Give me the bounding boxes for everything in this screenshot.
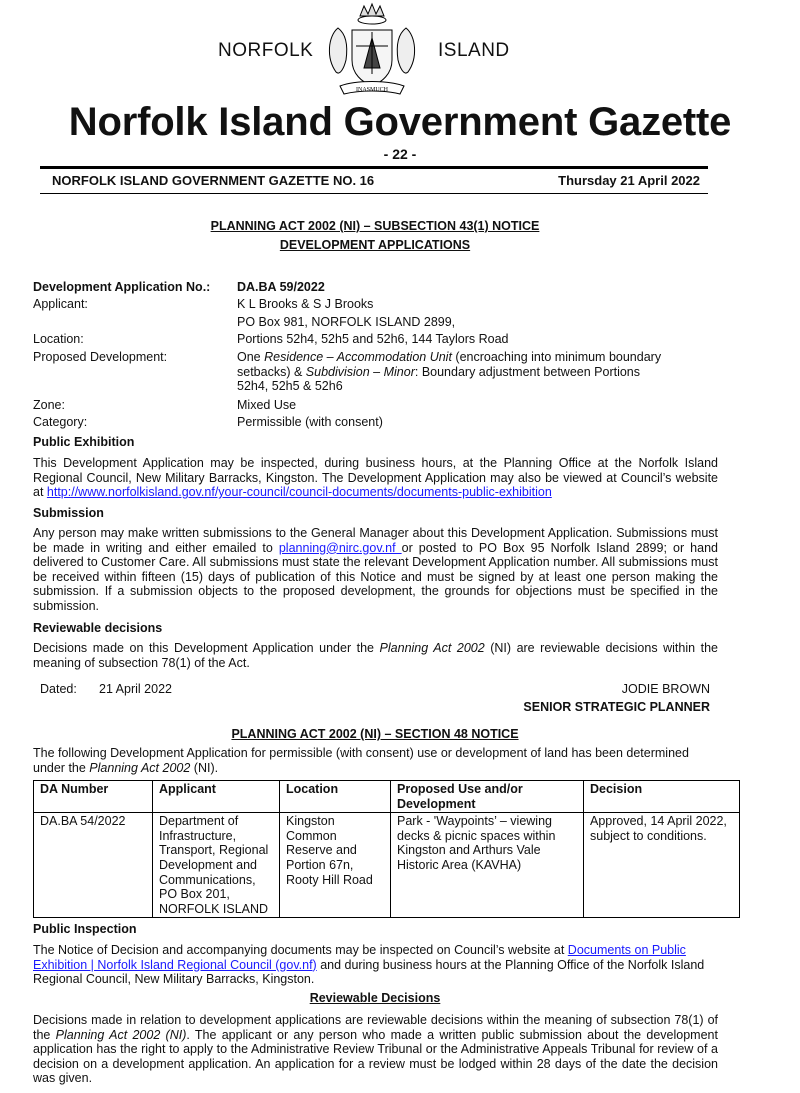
da-number-value: DA.BA 59/2022 [237,280,325,294]
col-applicant: Applicant [153,781,280,813]
col-decision: Decision [584,781,740,813]
cell-applicant: Department of Infrastructure, Transport, Regional Development and Communications, PO Box 201, NORFOLK ISLAND [153,813,280,918]
gazette-title: Norfolk Island Government Gazette [68,100,732,144]
coat-of-arms-icon [318,2,426,100]
notice2-heading: PLANNING ACT 2002 (NI) – SECTION 48 NOTICE [231,727,519,741]
proposed-value: One Residence – Accommodation Unit (encroaching into minimum boundary setbacks) & Subdivision – Minor: Boundary adjustment between Portions 52h4, 52h5 & 52h6 [237,350,662,394]
public-exhibition-link[interactable]: http://www.norfolkisland.gov.nf/your-council/council-documents/documents-public-exhibition [46,485,552,500]
table-header-row [34,781,740,813]
masthead-rule-top [40,166,708,169]
gazette-number: NORFOLK ISLAND GOVERNMENT GAZETTE NO. 16 [52,173,375,188]
gazette-info-bar [52,173,700,188]
masthead [0,2,800,100]
public-exhibition-heading: Public Exhibition [33,435,135,449]
cell-location: Kingston Common Reserve and Portion 67n, Rooty Hill Road [280,813,391,918]
location-value: Portions 52h4, 52h5 and 52h6, 144 Taylors Road [237,332,509,346]
public-exhibition-text: This Development Application may be inspected, during business hours, at the Planning Office at the Norfolk Island Regional Council, New Military Barracks, Kingston. The Development Application may also be viewed at Council’s website at http://www.norfolkisland.gov.nf/your-council/council-documents/documents-public-exhibition [33,456,718,500]
gazette-date: Thursday 21 April 2022 [558,173,700,188]
public-inspection-heading: Public Inspection [33,922,137,936]
applicant-label: Applicant: [33,297,88,311]
signatory-title: SENIOR STRATEGIC PLANNER [523,700,710,714]
dated-value: 21 April 2022 [99,682,172,696]
decision-table [33,780,740,918]
notice2-intro: The following Development Application for permissible (with consent) use or development of land has been determined under the Planning Act 2002 (NI). [33,746,689,775]
cell-decision: Approved, 14 April 2022, subject to conditions. [584,813,740,918]
applicant-line2: PO Box 981, NORFOLK ISLAND 2899, [237,315,456,329]
notice1-subheading: DEVELOPMENT APPLICATIONS [279,238,471,252]
col-da-number: DA Number [34,781,153,813]
crest-motto: INASMUCH [355,87,389,93]
dated-label: Dated: [40,682,77,696]
submission-text: Any person may make written submissions to the General Manager about this Development Application. Submissions must be made in writing and either emailed to planning@nirc.gov.nf or posted to PO Box 95 Norfolk Island 2899; or hand delivered to Customer Care. All submissions must state the relevant Development Application number. All submissions must be received within fifteen (15) days of publication of this Notice and must be signed by at least one person making the submission. If a submission objects to the proposed development, the grounds for objections must be specified in the submission. [33,526,718,613]
category-value: Permissible (with consent) [237,415,383,429]
col-proposed: Proposed Use and/or Development [391,781,584,813]
cell-da-number: DA.BA 54/2022 [34,813,153,918]
public-inspection-text: The Notice of Decision and accompanying documents may be inspected on Council’s website at Documents on Public Exhibition | Norfolk Island Regional Council (gov.nf) and during business hours at the Planning Office of the Norfolk Island Regional Council, New Military Barracks, Kingston. [33,943,705,987]
location-label: Location: [33,332,84,346]
masthead-left-word: NORFOLK [218,40,314,61]
notice1-heading: PLANNING ACT 2002 (NI) – SUBSECTION 43(1) NOTICE [210,219,540,233]
proposed-label: Proposed Development: [33,350,168,364]
col-location: Location [280,781,391,813]
da-number-label: Development Application No.: [33,280,211,294]
signatory-name: JODIE BROWN [621,682,710,696]
reviewable-heading: Reviewable decisions [33,621,163,635]
zone-value: Mixed Use [237,398,297,412]
table-row [34,813,740,918]
documents-exhibition-link[interactable]: Documents on Public Exhibition | Norfolk Island Regional Council (gov.nf) [33,943,686,972]
submission-heading: Submission [33,506,104,520]
reviewable-decisions-text: Decisions made in relation to development applications are reviewable decisions within the meaning of subsection 78(1) of the Planning Act 2002 (NI). The applicant or any person who made a written public submission about the development application has the right to apply to the Administrative Review Tribunal or the Administrative Appeals Tribunal for review of a decision on a development application. An application for a review must be lodged within 28 days of the date the decision was given. [33,1013,718,1086]
reviewable-text: Decisions made on this Development Application under the Planning Act 2002 (NI) are reviewable decisions within the meaning of subsection 78(1) of the Act. [33,641,718,670]
masthead-rule-bottom [40,193,708,194]
reviewable-decisions-heading: Reviewable Decisions [309,991,441,1005]
applicant-line1: K L Brooks & S J Brooks [237,297,374,311]
zone-label: Zone: [33,398,65,412]
submission-email-link[interactable]: planning@nirc.gov.nf [278,540,402,555]
cell-proposed: Park - 'Waypoints’ – viewing decks & picnic spaces within Kingston and Arthurs Vale Historic Area (KAVHA) [391,813,584,918]
category-label: Category: [33,415,88,429]
masthead-right-word: ISLAND [438,40,510,61]
page-number: - 22 - [383,146,417,162]
